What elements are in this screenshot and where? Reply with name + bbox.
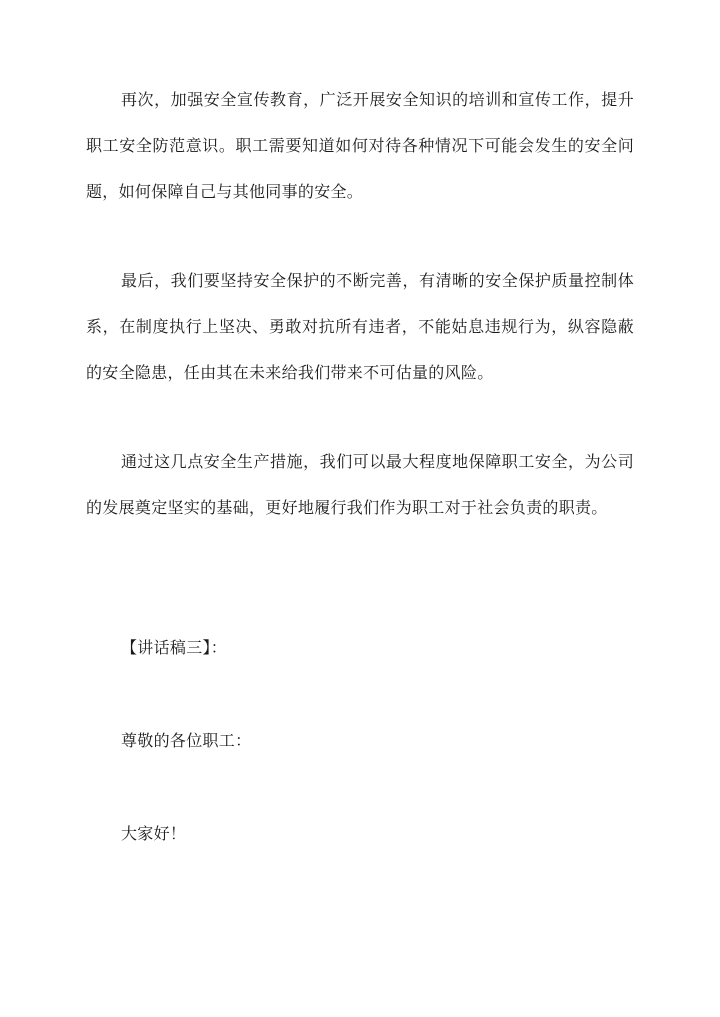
salutation: 尊敬的各位职工： [121,731,252,750]
paragraph-protection-improvement: 最后，我们要坚持安全保护的不断完善，有清晰的安全保护质量控制体系，在制度执行上坚决、勇敢对抗所有违者，不能姑息违规行为，纵容隐蔽的安全隐患，任由其在未来给我们带来不可估量的风险。 [86,271,634,382]
speech-three-heading: 【讲话稿三】： [121,638,228,657]
paragraph-publicity-education: 再次，加强安全宣传教育，广泛开展安全知识的培训和宣传工作，提升职工安全防范意识。职工需要知道如何对待各种情况下可能会发生的安全问题，如何保障自己与其他同事的安全。 [86,90,634,201]
paragraph-conclusion: 通过这几点安全生产措施，我们可以最大程度地保障职工安全，为公司的发展奠定坚实的基础，更好地履行我们作为职工对于社会负责的职责。 [86,452,634,517]
greeting: 大家好！ [121,824,187,843]
